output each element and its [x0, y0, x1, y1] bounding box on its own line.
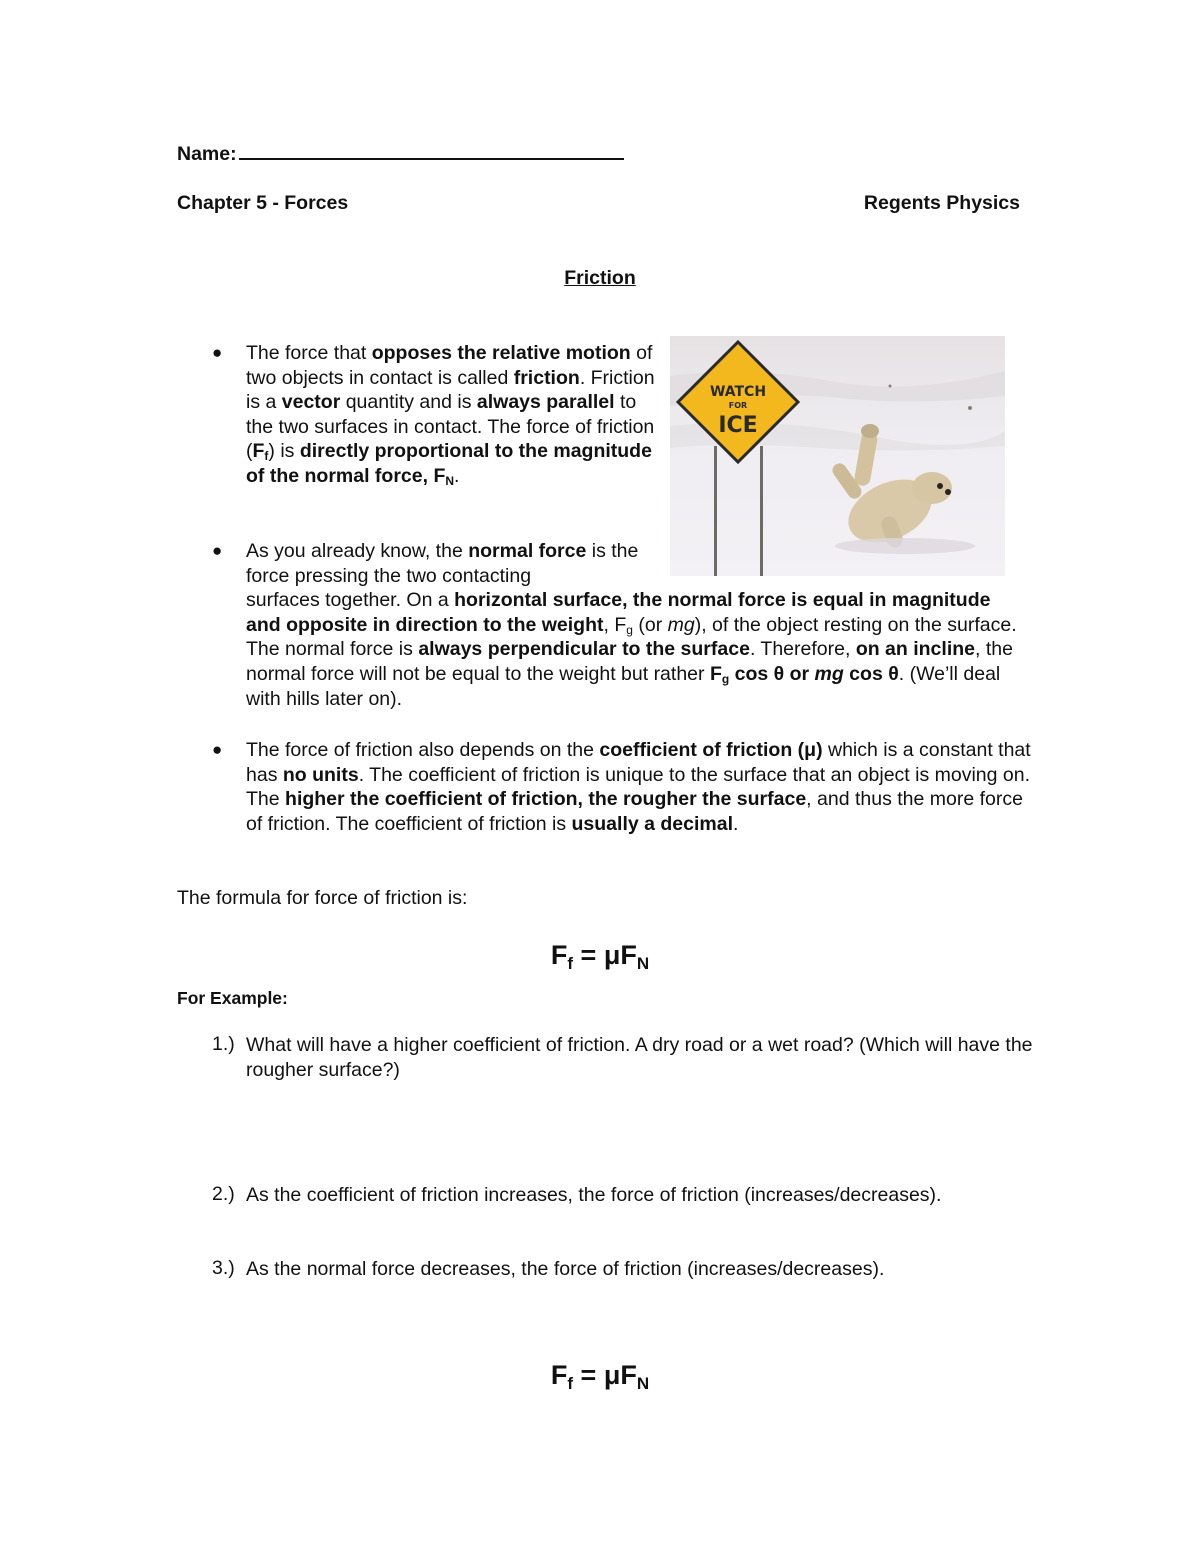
course-heading: Regents Physics	[863, 192, 1020, 214]
bullet-paragraph-1: The force that opposes the relative motion of two objects in contact is called friction. Friction is a vector quantity and is always parallel to the two surfaces in contact. The force of friction $(F_f)$ is directly proportional to the magnitude of the normal force, $F_N$.	[246, 342, 655, 488]
name-label: Name:	[177, 143, 237, 165]
name-field	[177, 142, 624, 166]
formula-intro: The formula for force of friction is:	[177, 887, 468, 909]
bullet-dot-3: ●	[212, 740, 223, 759]
bullet-paragraph-2: As you already know, the normal force is the force pressing the two contacting surfaces together. On a horizontal surface, the normal force is equal in magnitude and opposite in direction to the weight, $F_g$ (or mg), of the object resting on the surface. The normal force is always perpendicular to the surface. Therefore, on an incline, the normal force will not be equal to the weight but rather $F_g$ cos θ or mg cos θ. (We’ll deal with hills later on).	[246, 540, 1017, 710]
page-title: Friction	[564, 267, 636, 289]
bullet-dot-1: ●	[212, 343, 223, 362]
friction-formula-repeat: $F_f = \mu F_N$	[550, 1360, 650, 1393]
bullet-dot-2: ●	[212, 541, 223, 560]
friction-formula: $F_f = \mu F_N$	[550, 940, 650, 973]
name-blank-line[interactable]	[239, 142, 624, 160]
example-heading: For Example:	[177, 988, 288, 1008]
question-number-3: 3.)	[212, 1257, 235, 1279]
question-text-3: As the normal force decreases, the force of friction (increases/decreases).	[246, 1258, 885, 1280]
chapter-heading: Chapter 5 - Forces	[177, 192, 349, 214]
sign-text-ice: ICE	[718, 413, 758, 438]
bullet-paragraph-3: The force of friction also depends on the coefficient of friction (μ) which is a constant that has no units. The coefficient of friction is unique to the surface that an object is moving on. The higher the coefficient of friction, the rougher the surface, and thus the more force of friction. The coefficient of friction is usually a decimal.	[246, 739, 1031, 835]
question-text-1: What will have a higher coefficient of friction. A dry road or a wet road? (Which will have the rougher surface?)	[246, 1034, 1033, 1081]
question-number-1: 1.)	[212, 1033, 235, 1055]
sign-text-for: FOR	[728, 401, 748, 410]
question-text-2: As the coefficient of friction increases, the force of friction (increases/decreases).	[246, 1184, 942, 1206]
sign-text-watch: WATCH	[709, 384, 767, 400]
question-number-2: 2.)	[212, 1183, 235, 1205]
